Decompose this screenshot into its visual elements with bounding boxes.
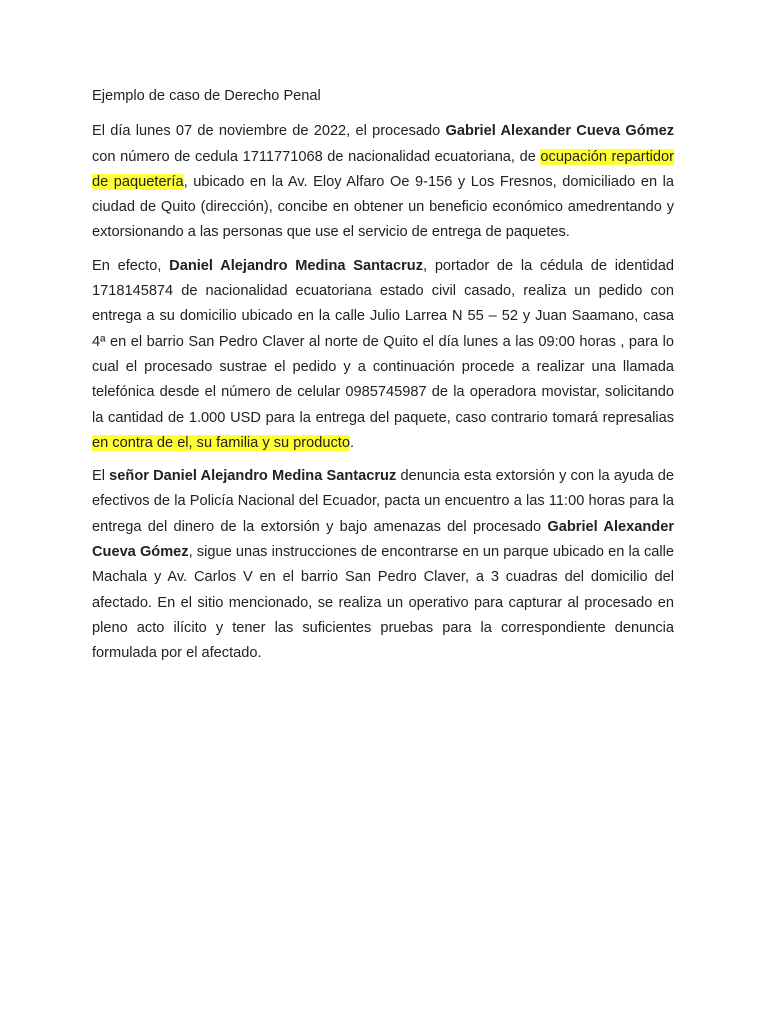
victim-name-bold: Daniel Alejandro Medina Santacruz (169, 257, 424, 274)
paragraph-1-text-1: El día lunes 07 de noviembre de 2022, el procesado (92, 123, 446, 140)
paragraph-3 (92, 464, 674, 666)
paragraph-2-text-1: En efecto, (92, 257, 170, 274)
paragraph-1-text-2: con número de cedula 1711771068 de nacionalidad ecuatoriana, de (92, 148, 541, 165)
paragraph-2-text-2: , portador de la cédula de identidad 1718145874 de nacionalidad ecuatoriana estado civil casado, realiza un pedido con entrega a su domicilio ubicado en la calle Julio Larrea N 55 – 52 y Juan Saamano, casa 4ª en el barrio San Pedro Claver al norte de Quito el día lunes a las 09:00 horas , para lo cual el procesado sustrae el pedido y a continuación procede a realizar una llamada telefónica desde el número de celular 0985745987 de la operadora movistar, solicitando la cantidad de 1.000 USD para la entrega del paquete, caso contrario tomará represalias (92, 257, 674, 426)
paragraph-2 (92, 254, 674, 456)
victim-title-bold: señor Daniel Alejandro Medina Santacruz (109, 468, 397, 485)
paragraph-3-text-1: El (92, 468, 110, 485)
document-title: Ejemplo de caso de Derecho Penal (92, 88, 321, 104)
paragraph-3-text-3: , sigue unas instrucciones de encontrarse en un parque ubicado en la calle Machala y Av. Carlos V en el barrio San Pedro Claver, a 3 cuadras del domicilio del afectado. En el sitio mencionado, se realiza un operativo para capturar al procesado en pleno acto ilícito y tener las suficientes pruebas para la correspondiente denuncia formulada por el afectado. (92, 544, 674, 662)
defendant-name-bold-2: Gabriel Alexander Cueva Gómez (92, 518, 674, 561)
defendant-name-bold: Gabriel Alexander Cueva Gómez (445, 123, 674, 140)
paragraph-2-text-3: . (349, 434, 355, 451)
paragraph-1-text-3: , ubicado en la Av. Eloy Alfaro Oe 9-156 y Los Fresnos, domiciliado en la ciudad de Quito (dirección), concibe en obtener un beneficio económico amedrentando y extorsionando a las personas que use el servicio de entrega de paquetes. (92, 173, 674, 241)
threat-highlight: en contra de el, su familia y su producto (92, 434, 350, 451)
paragraph-3-text-2: denuncia esta extorsión y con la ayuda de efectivos de la Policía Nacional del Ecuador, pacta un encuentro a las 11:00 horas para la entrega del dinero de la extorsión y bajo amenazas del procesado (92, 468, 675, 535)
document-body (92, 84, 674, 675)
occupation-highlight: ocupación repartidor de paquetería (92, 148, 674, 190)
paragraph-1 (92, 119, 674, 245)
